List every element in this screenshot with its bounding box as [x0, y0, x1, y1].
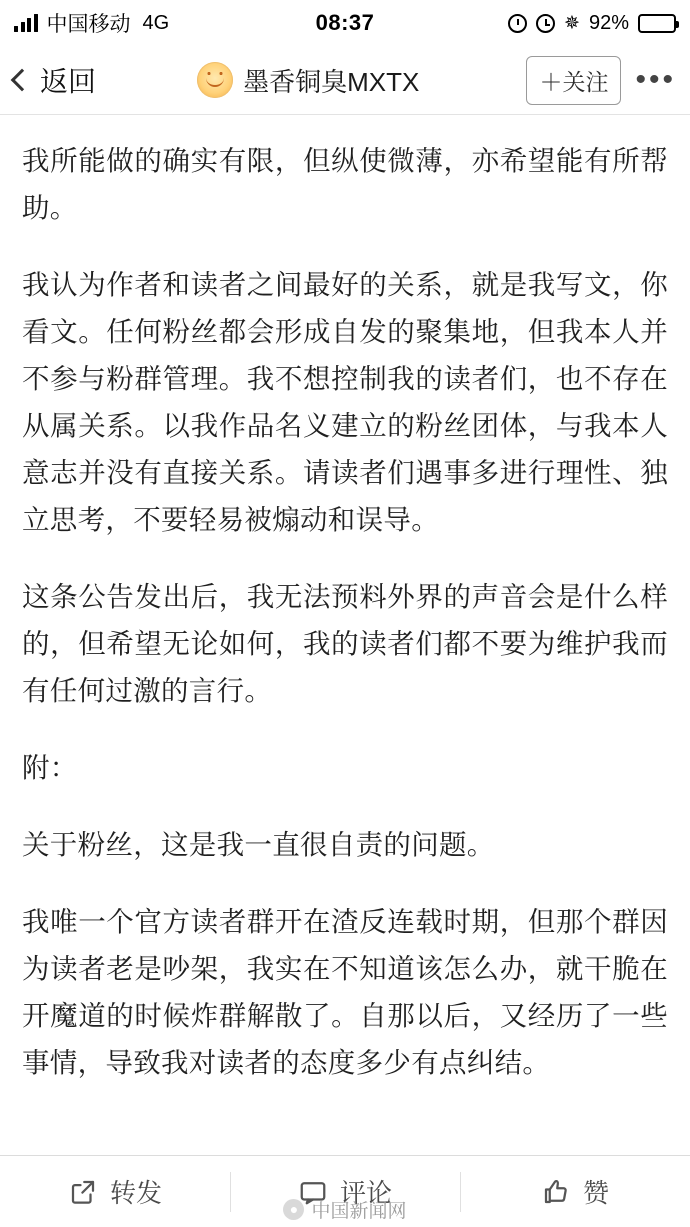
nav-bar — [0, 46, 690, 115]
back-button-label: 返回 — [40, 66, 97, 97]
comment-icon — [298, 1177, 328, 1207]
alarm-icon — [508, 14, 527, 33]
status-bar — [0, 0, 690, 46]
article-paragraph: 我唯一个官方读者群开在渣反连载时期，但那个群因为读者老是吵架，我实在不知道该怎么办，就干脆在开魔道的时候炸群解散了。自那以后，又经历了一些事情，导致我对读者的态度多少有点纠结。 — [22, 906, 668, 1078]
article-paragraph: 附： — [22, 752, 78, 783]
comment-button[interactable] — [230, 1156, 460, 1227]
article-paragraph: 我认为作者和读者之间最好的关系，就是我写文，你看文。任何粉丝都会形成自发的聚集地，但我本人并不参与粉群管理。我不想控制我的读者们，也不存在从属关系。以我作品名义建立的粉丝团体，与我本人意志并没有直接关系。请读者们遇事多进行理性、独立思考，不要轻易被煽动和误导。 — [22, 269, 668, 535]
share-button-label: 转发 — [109, 1178, 162, 1208]
follow-button[interactable]: ＋关注 — [526, 56, 621, 105]
page-title: 墨香铜臭MXTX — [243, 66, 420, 97]
watermark-label: 中国新闻网 — [311, 1201, 407, 1222]
like-button[interactable] — [460, 1156, 690, 1227]
clock-icon — [536, 14, 555, 33]
article-paragraph: 这条公告发出后，我无法预料外界的声音会是什么样的，但希望无论如何，我的读者们都不要为维护我而有任何过激的言行。 — [22, 581, 668, 706]
battery-percent-label: 92% — [588, 11, 629, 34]
weibo-logo-icon: ● — [283, 1199, 304, 1220]
more-options-button[interactable]: ••• — [635, 63, 676, 96]
status-bar-clock: 08:37 — [315, 10, 375, 35]
comment-button-label: 评论 — [339, 1178, 392, 1208]
share-icon — [68, 1177, 98, 1207]
article-body — [0, 115, 690, 1155]
share-button[interactable] — [0, 1156, 230, 1227]
like-button-label: 赞 — [582, 1178, 609, 1208]
network-type-label: 4G — [142, 11, 170, 34]
article-paragraph: 关于粉丝，这是我一直很自责的问题。 — [22, 829, 495, 860]
thumbs-up-icon — [541, 1177, 571, 1207]
avatar[interactable] — [197, 62, 233, 98]
bottom-toolbar — [0, 1155, 690, 1227]
chevron-left-icon — [11, 69, 34, 92]
back-button[interactable] — [14, 60, 96, 100]
battery-icon — [638, 14, 676, 33]
carrier-label: 中国移动 — [46, 13, 131, 36]
nav-title-group[interactable] — [96, 62, 520, 99]
article-paragraph: 我所能做的确实有限，但纵使微薄，亦希望能有所帮助。 — [22, 145, 668, 223]
bluetooth-icon: ✵ — [564, 12, 580, 34]
